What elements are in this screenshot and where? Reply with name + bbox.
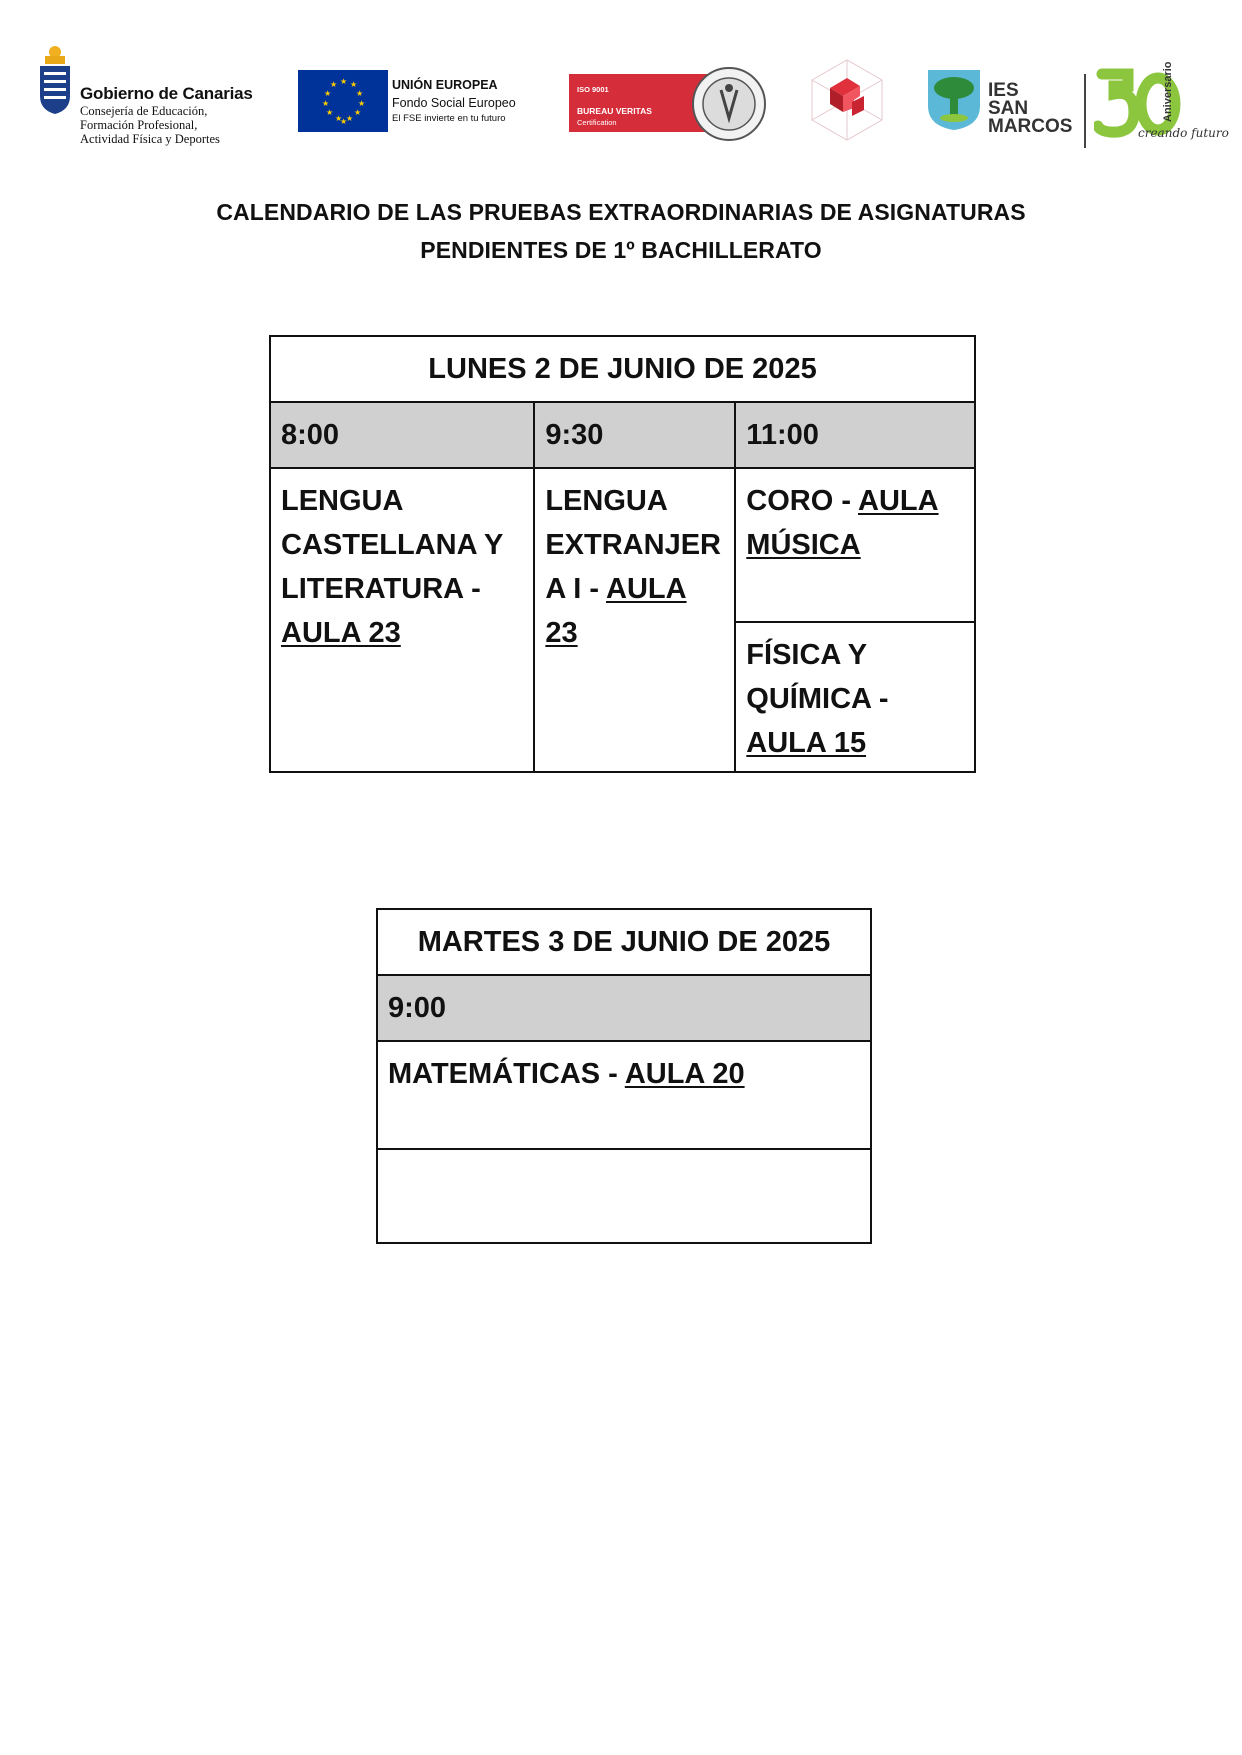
gobierno-line-2: Formación Profesional, <box>80 118 198 132</box>
tuesday-slot-1-text <box>388 1042 860 1096</box>
bureau-veritas-logo <box>569 66 749 136</box>
gobierno-line-3: Actividad Física y Deportes <box>80 132 220 146</box>
tuesday-empty-slot <box>377 1149 871 1243</box>
tuesday-schedule-table <box>376 908 872 1244</box>
ies-name <box>988 82 1072 136</box>
tuesday-day-header: MARTES 3 DE JUNIO DE 2025 <box>377 909 871 975</box>
tuesday-slot-1 <box>377 1041 871 1149</box>
monday-times-row <box>270 402 975 468</box>
document-title-line-2: PENDIENTES DE 1º BACHILLERATO <box>420 237 822 263</box>
monday-slot-2-subject: LENGUA EXTRANJER A I - <box>545 485 721 605</box>
gobierno-title: Gobierno de Canarias <box>80 84 253 103</box>
svg-text:★: ★ <box>330 80 338 89</box>
monday-slot-3a <box>735 468 975 622</box>
ies-san-marcos-logo <box>926 30 1229 150</box>
cube-icon <box>802 50 892 145</box>
svg-text:★: ★ <box>350 80 358 89</box>
svg-text:★: ★ <box>354 108 362 117</box>
monday-slot-3b <box>735 622 975 772</box>
tuesday-slot-1-subject: MATEMÁTICAS - <box>388 1058 625 1090</box>
monday-slot-1-text <box>281 469 523 655</box>
eu-title: UNIÓN EUROPEA <box>392 78 498 92</box>
monday-slot-3b-subject: FÍSICA Y QUÍMICA - <box>746 639 889 715</box>
svg-text:★: ★ <box>322 99 330 108</box>
monday-slot-3a-subject: CORO - <box>746 485 858 517</box>
monday-slot-3a-text <box>746 469 964 567</box>
tuesday-slot-1-room: AULA 20 <box>624 1058 745 1090</box>
ies-name-line-1: IES <box>988 80 1019 101</box>
monday-slot-2 <box>534 468 735 772</box>
bv-iso-label: ISO 9001 <box>577 85 609 94</box>
monday-schedule-table <box>269 335 976 773</box>
eu-subtitle: Fondo Social Europeo <box>392 96 516 110</box>
monday-time-3: 11:00 <box>735 402 975 468</box>
canarias-coat-of-arms-icon <box>36 44 74 116</box>
eu-flag-icon <box>298 70 388 132</box>
svg-text:★: ★ <box>340 117 348 126</box>
svg-text:★: ★ <box>324 89 332 98</box>
monday-time-2: 9:30 <box>534 402 735 468</box>
union-europea-logo <box>298 70 538 134</box>
svg-text:★: ★ <box>335 114 343 123</box>
monday-time-1: 8:00 <box>270 402 534 468</box>
red-cube-logo <box>802 50 892 145</box>
svg-text:★: ★ <box>346 114 354 123</box>
bureau-veritas-seal-icon <box>691 66 767 142</box>
document-title-line-1: CALENDARIO DE LAS PRUEBAS EXTRAORDINARIAS DE ASIGNATURAS <box>216 199 1026 225</box>
monday-day-header: LUNES 2 DE JUNIO DE 2025 <box>270 336 975 402</box>
monday-exams-row-1 <box>270 468 975 622</box>
monday-slot-3b-room: AULA 15 <box>746 727 867 759</box>
ies-divider <box>1084 74 1086 148</box>
svg-text:★: ★ <box>326 108 334 117</box>
monday-slot-1-subject: LENGUA CASTELLANA Y LITERATURA - <box>281 485 503 605</box>
gobierno-line-1: Consejería de Educación, <box>80 104 208 118</box>
ies-motto: creando futuro <box>1138 126 1229 140</box>
bv-name-label: BUREAU VERITAS <box>577 106 652 116</box>
tuesday-times-row <box>377 975 871 1041</box>
tuesday-time-1: 9:00 <box>377 975 871 1041</box>
gobierno-canarias-logo <box>36 44 266 146</box>
svg-text:★: ★ <box>340 77 348 86</box>
svg-text:★: ★ <box>358 99 366 108</box>
ies-tree-badge-icon <box>926 66 982 132</box>
logo-strip <box>36 30 1229 160</box>
tuesday-exams-row-2 <box>377 1149 871 1243</box>
monday-slot-1 <box>270 468 534 772</box>
monday-slot-3b-text <box>746 623 964 765</box>
ies-name-line-3: MARCOS <box>988 116 1073 137</box>
monday-slot-1-room: AULA 23 <box>281 617 401 649</box>
monday-day-row <box>270 336 975 402</box>
ies-name-line-2: SAN <box>988 98 1029 119</box>
monday-slot-3a-room: AULA MÚSICA <box>746 485 939 561</box>
anniversary-label: Aniversario <box>1162 61 1174 122</box>
monday-slot-2-text <box>545 469 724 655</box>
eu-slogan: El FSE invierte en tu futuro <box>392 113 506 124</box>
monday-slot-2-room: AULA 23 <box>545 573 687 649</box>
svg-text:★: ★ <box>356 89 364 98</box>
bv-cert-label: Certification <box>577 118 617 127</box>
tuesday-day-row <box>377 909 871 975</box>
tuesday-exams-row-1 <box>377 1041 871 1149</box>
anniversary-label-wrapper <box>1160 60 1180 120</box>
